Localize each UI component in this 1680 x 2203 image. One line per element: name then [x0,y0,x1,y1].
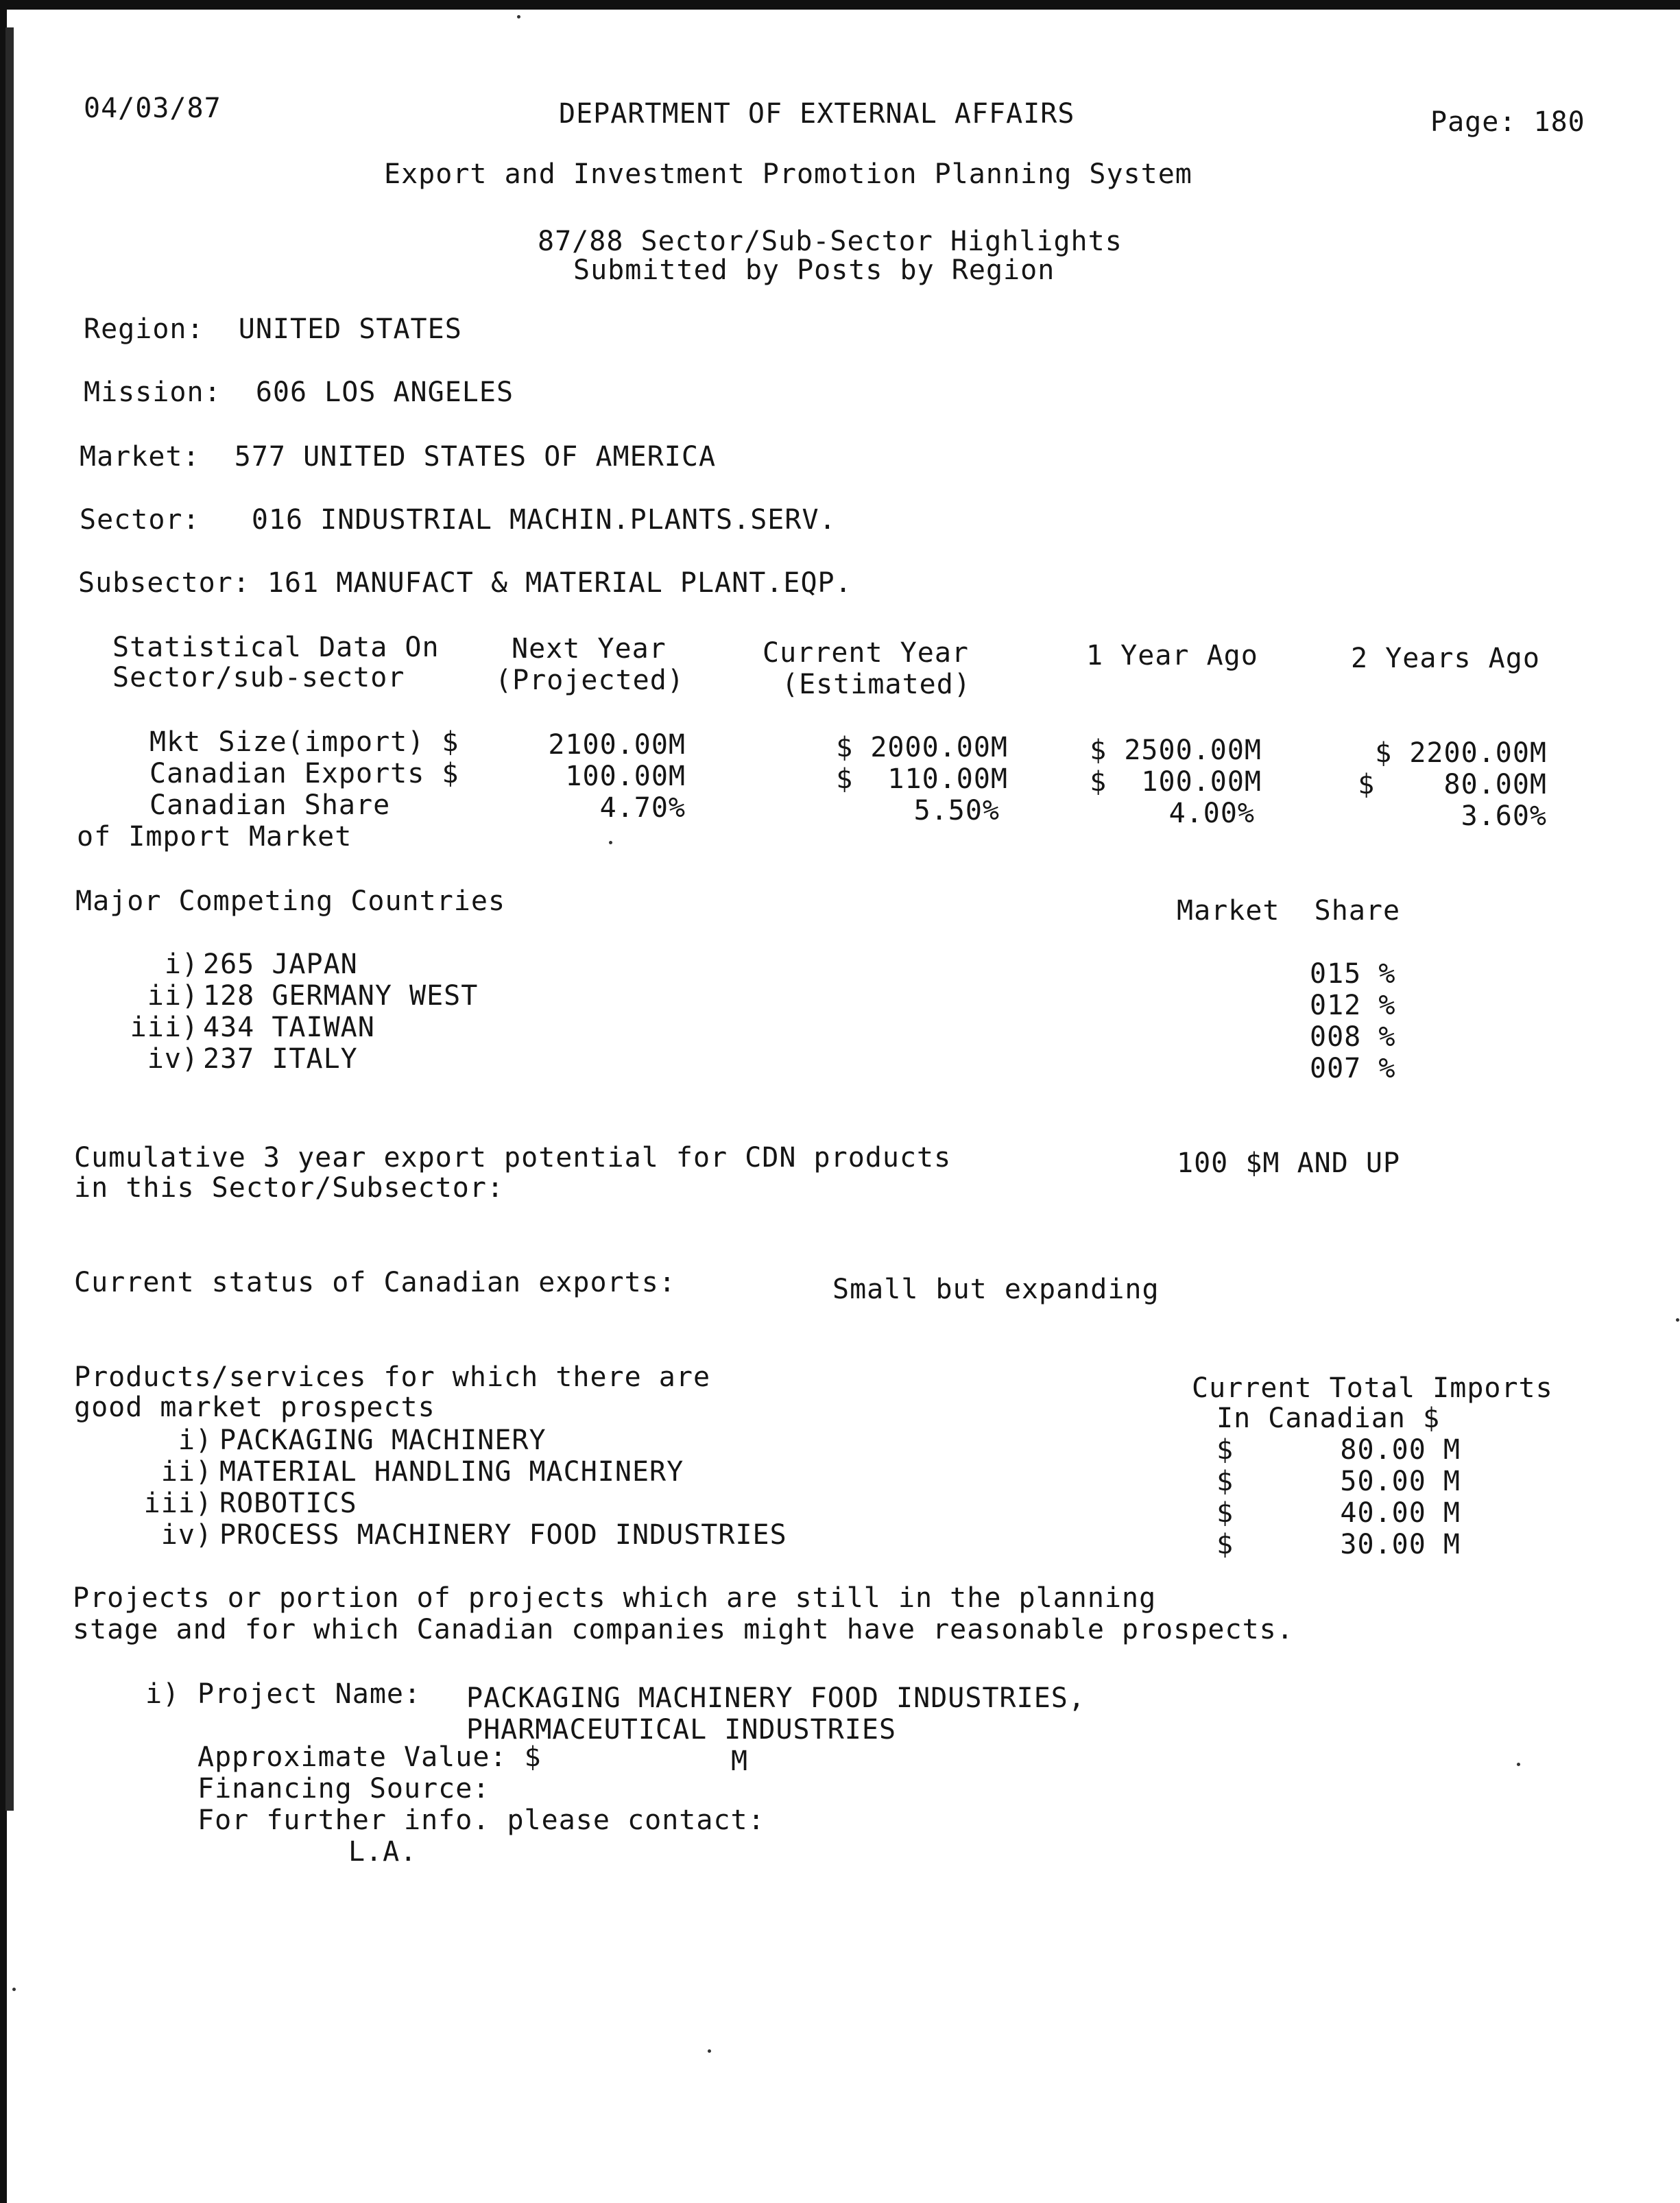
scan-speck [1676,1318,1679,1322]
col-2-years-ago: 2 Years Ago [1351,643,1540,674]
products-label-2: good market prospects [74,1392,435,1423]
competitor-country: 265 JAPAN [203,949,358,980]
product-name: PACKAGING MACHINERY [219,1425,547,1456]
cdn-share-1yr: 4.00% [1168,798,1255,829]
row-label-import-market: of Import Market [77,821,352,853]
cdn-share-next: 4.70% [599,792,686,824]
product-currency: $ [1216,1466,1234,1497]
competitor-share: 015 % [1310,958,1396,990]
stats-label-1: Statistical Data On [112,632,440,663]
scan-speck [708,2049,711,2053]
cdn-exports-1yr: $ 100.00M [1090,766,1262,798]
potential-label-2: in this Sector/Subsector: [74,1172,505,1204]
mkt-size-next: 2100.00M [548,729,686,761]
product-index: ii) [160,1456,213,1488]
mkt-size-2yr: $ 2200.00M [1375,737,1547,769]
page-binding-mark [5,27,14,1811]
page-top-edge [0,0,1680,10]
scan-speck [517,15,520,19]
mission-line: Mission: 606 LOS ANGELES [84,377,514,408]
project-financing-label: Financing Source: [197,1773,490,1805]
competitor-index: ii) [147,980,199,1012]
product-currency: $ [1216,1497,1234,1529]
product-import-value: 40.00 M [1340,1497,1461,1529]
product-import-value: 50.00 M [1340,1466,1461,1497]
col-next-year-sub: (Projected) [495,665,684,696]
product-name: PROCESS MACHINERY FOOD INDUSTRIES [219,1519,787,1551]
report-subtitle: Submitted by Posts by Region [573,254,1055,286]
sector-line: Sector: 016 INDUSTRIAL MACHIN.PLANTS.SERV. [80,504,837,536]
row-label-mkt-size: Mkt Size(import) $ [149,726,459,758]
subsector-line: Subsector: 161 MANUFACT & MATERIAL PLANT.EQP. [78,567,852,599]
competitor-index: iv) [147,1043,199,1075]
col-current-year: Current Year [763,637,969,669]
product-name: MATERIAL HANDLING MACHINERY [219,1456,684,1488]
project-name-line-1: PACKAGING MACHINERY FOOD INDUSTRIES, [466,1682,1085,1714]
product-index: iii) [143,1488,213,1519]
competitor-country: 237 ITALY [203,1043,358,1075]
report-date: 04/03/87 [84,93,221,124]
product-currency: $ [1216,1434,1234,1466]
cdn-share-2yr: 3.60% [1461,800,1547,832]
status-value: Small but expanding [832,1274,1160,1305]
col-current-year-sub: (Estimated) [782,669,971,700]
stats-label-2: Sector/sub-sector [112,662,405,693]
system-title: Export and Investment Promotion Planning System [384,158,1192,190]
scan-speck [1517,1763,1520,1766]
col-1-year-ago: 1 Year Ago [1086,640,1258,671]
cdn-exports-2yr: $ 80.00M [1358,769,1547,800]
competitor-share: 008 % [1310,1021,1396,1053]
projects-intro-2: stage and for which Canadian companies might have reasonable prospects. [73,1614,1294,1645]
project-contact-label: For further info. please contact: [197,1805,765,1836]
potential-label-1: Cumulative 3 year export potential for CDN products [74,1142,952,1174]
competitor-index: iii) [130,1012,199,1043]
product-import-value: 30.00 M [1340,1529,1461,1560]
row-label-cdn-exports: Canadian Exports $ [149,758,459,789]
product-name: ROBOTICS [219,1488,357,1519]
status-label: Current status of Canadian exports: [74,1267,676,1298]
scan-speck [12,1988,16,1991]
competitor-share: 007 % [1310,1053,1396,1084]
product-currency: $ [1216,1529,1234,1560]
project-index: i) [145,1678,180,1710]
cdn-exports-next: 100.00M [565,761,686,792]
col-next-year: Next Year [512,633,667,665]
market-share-header: Market Share [1177,895,1401,927]
project-contact-value: L.A. [348,1836,418,1868]
imports-header-2: In Canadian $ [1216,1403,1441,1434]
product-index: iv) [160,1519,213,1551]
project-name-label: Project Name: [197,1678,422,1710]
competitor-country: 128 GERMANY WEST [203,980,479,1012]
products-label-1: Products/services for which there are [74,1361,711,1393]
competitors-title: Major Competing Countries [75,885,506,917]
imports-header-1: Current Total Imports [1192,1372,1553,1404]
project-value-unit: M [731,1746,749,1777]
mkt-size-1yr: $ 2500.00M [1090,735,1262,766]
cdn-exports-current: $ 110.00M [836,763,1008,795]
project-value-label: Approximate Value: $ [197,1741,542,1773]
potential-value: 100 $M AND UP [1177,1147,1401,1179]
competitor-country: 434 TAIWAN [203,1012,375,1043]
region-line: Region: UNITED STATES [84,313,462,345]
row-label-cdn-share: Canadian Share [149,789,391,821]
market-line: Market: 577 UNITED STATES OF AMERICA [80,441,717,473]
product-index: i) [178,1425,213,1456]
competitor-index: i) [164,949,199,980]
product-import-value: 80.00 M [1340,1434,1461,1466]
scan-speck [609,841,612,844]
department-title: DEPARTMENT OF EXTERNAL AFFAIRS [559,98,1075,130]
projects-intro-1: Projects or portion of projects which are still in the planning [73,1582,1157,1614]
page-number: Page: 180 [1430,106,1585,138]
project-name-line-2: PHARMACEUTICAL INDUSTRIES [466,1714,897,1746]
competitor-share: 012 % [1310,990,1396,1021]
report-title: 87/88 Sector/Sub-Sector Highlights [538,226,1123,257]
cdn-share-current: 5.50% [913,795,1000,826]
mkt-size-current: $ 2000.00M [836,732,1008,763]
